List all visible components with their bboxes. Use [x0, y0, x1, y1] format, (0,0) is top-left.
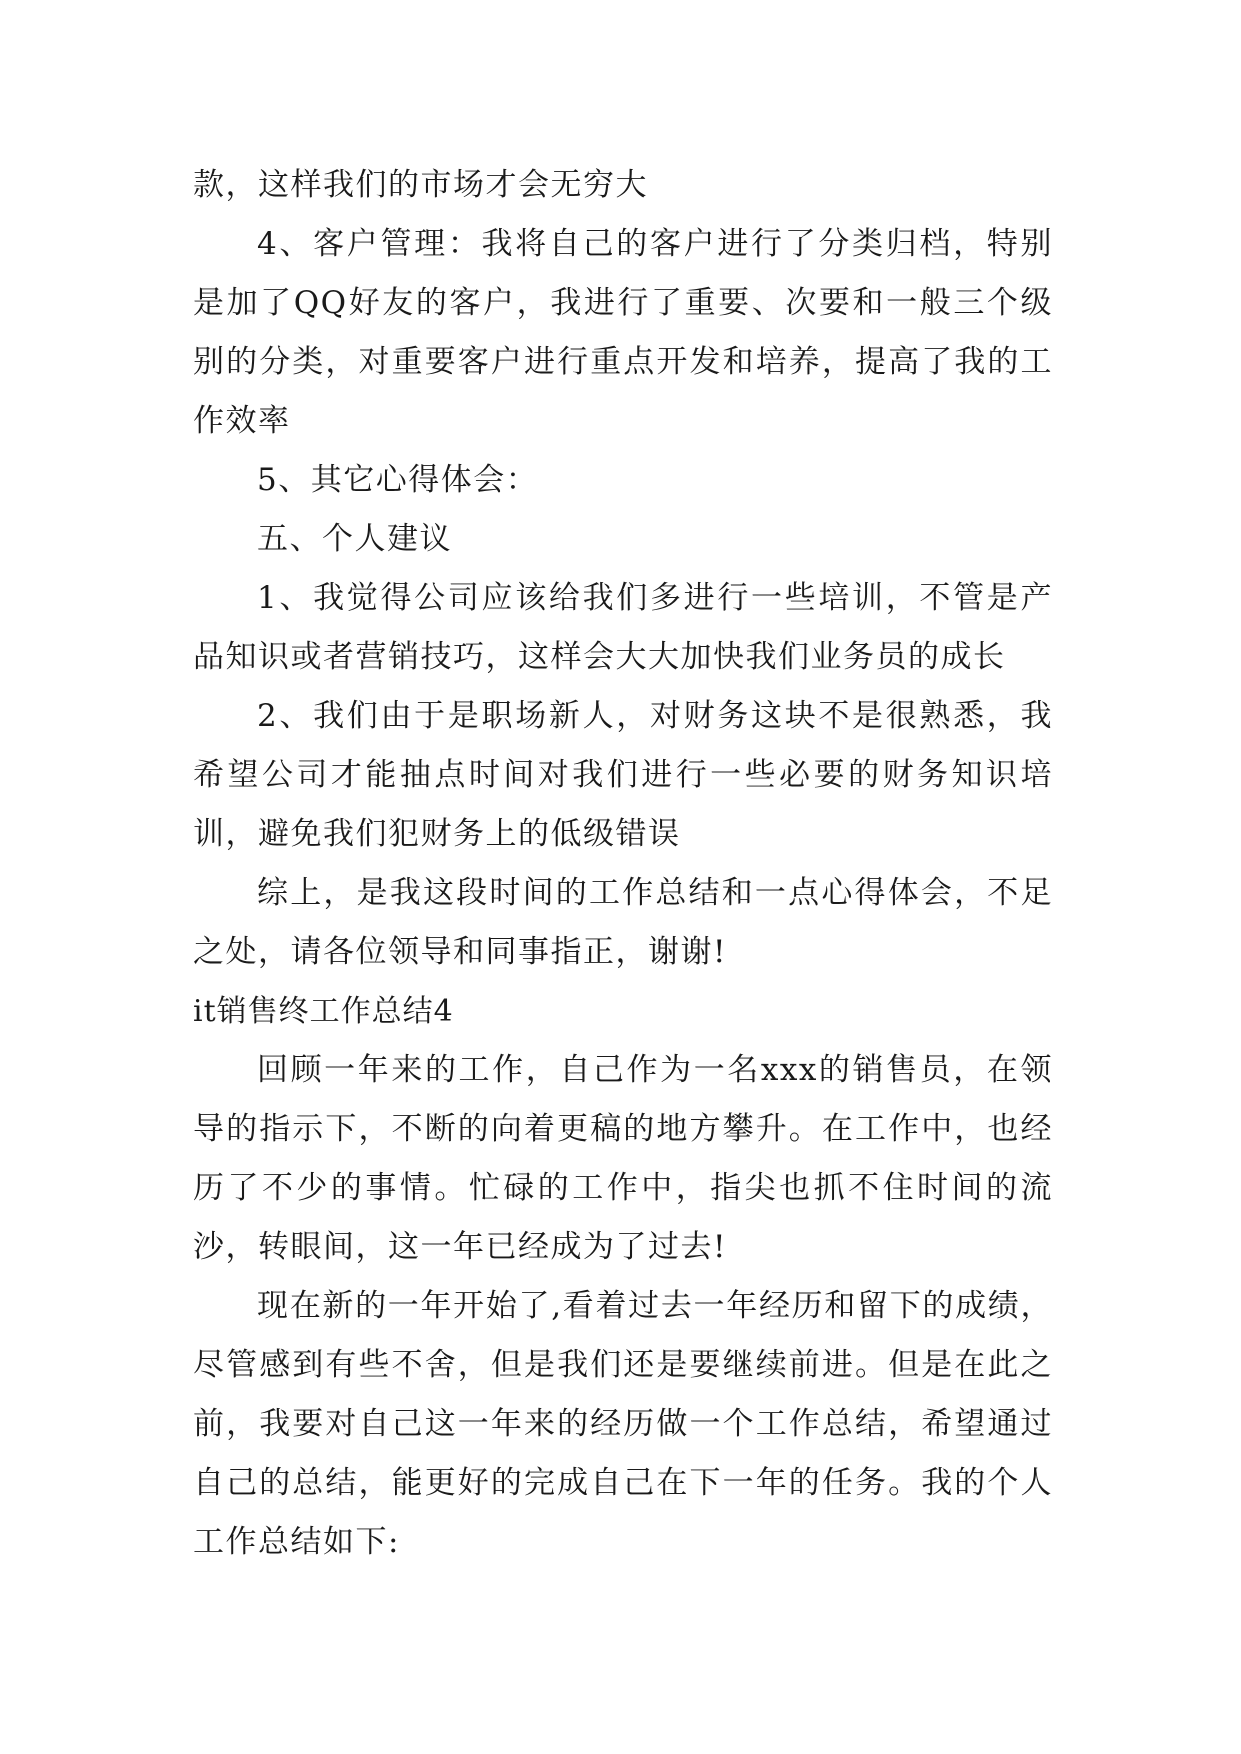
paragraph-conclusion: 综上，是我这段时间的工作总结和一点心得体会，不足之处，请各位领导和同事指正，谢谢! [193, 875, 1053, 970]
paragraph-suggestion-training: 1、我觉得公司应该给我们多进行一些培训，不管是产品知识或者营销技巧，这样会大大加快我们业务员的成长 [193, 580, 1053, 675]
paragraph-new-year: 现在新的一年开始了,看着过去一年经历和留下的成绩，尽管感到有些不舍，但是我们还是要继续前进。但是在此之前，我要对自己这一年来的经历做一个工作总结，希望通过自己的总结，能更好的完成自己在下一年的任务。我的个人工作总结如下: [193, 1288, 1053, 1560]
article-title: it销售终工作总结4 [193, 994, 454, 1029]
paragraph-other-experience: 5、其它心得体会： [257, 462, 539, 498]
section-heading-suggestions: 五、个人建议 [257, 521, 452, 557]
paragraph-suggestion-finance: 2、我们由于是职场新人，对财务这块不是很熟悉，我希望公司才能抽点时间对我们进行一些必要的财务知识培训，避免我们犯财务上的低级错误 [193, 698, 1053, 852]
paragraph-continuation: 款，这样我们的市场才会无穷大 [193, 167, 648, 203]
paragraph-customer-management: 4、客户管理：我将自己的客户进行了分类归档，特别是加了QQ好友的客户，我进行了重要、次要和一般三个级别的分类，对重要客户进行重点开发和培养，提高了我的工作效率 [193, 226, 1053, 439]
document-body [193, 156, 1053, 1572]
paragraph-review: 回顾一年来的工作，自己作为一名xxx的销售员，在领导的指示下，不断的向着更稿的地方攀升。在工作中，也经历了不少的事情。忙碌的工作中，指尖也抓不住时间的流沙，转眼间，这一年已经成为了过去! [193, 1052, 1053, 1265]
